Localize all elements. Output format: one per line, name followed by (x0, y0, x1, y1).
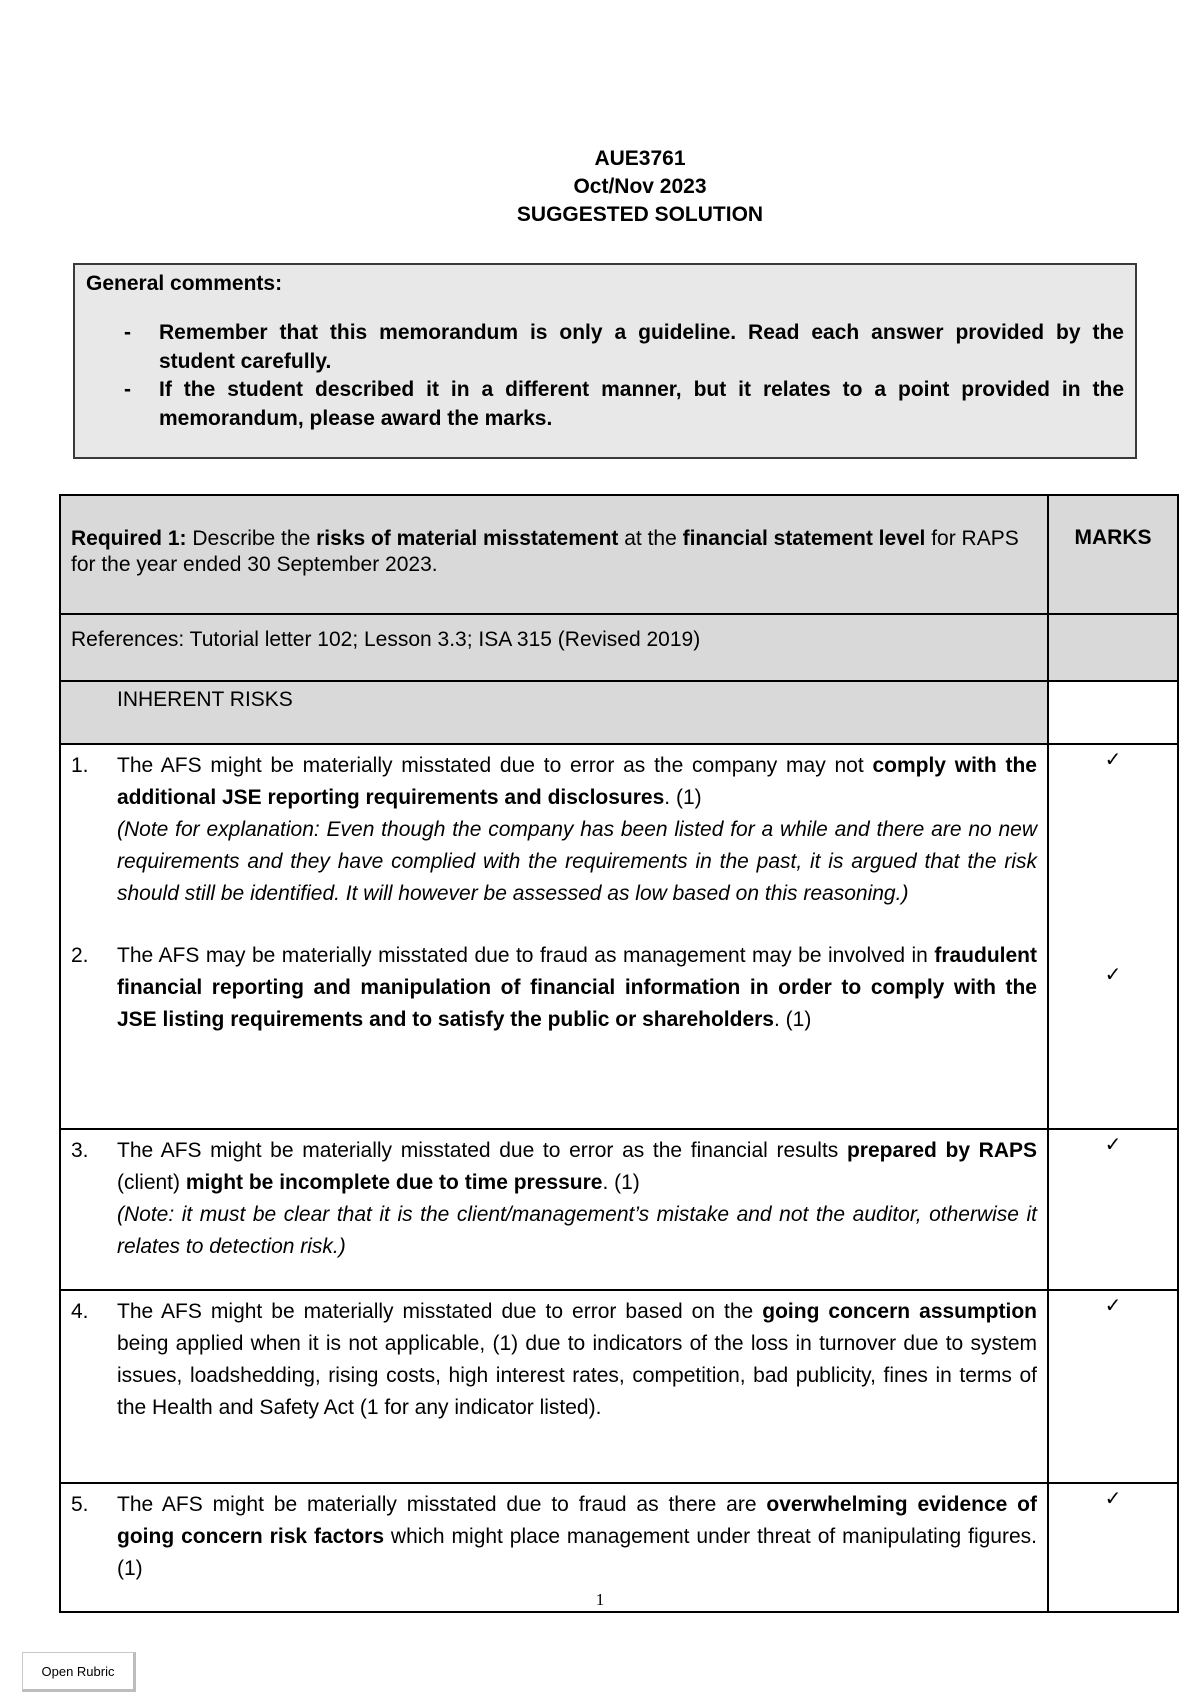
explanation-note: (Note: it must be clear that it is the client/management’s mistake and not the auditor, otherwise it relates to detection risk.) (117, 1203, 1037, 1258)
item-number: 4. (71, 1300, 89, 1323)
dash-bullet: - (124, 321, 131, 344)
marks-cell (1048, 1129, 1178, 1290)
general-comment-item: - Remember that this memorandum is only a guideline. Read each answer provided by the student carefully. (124, 321, 1124, 373)
table-row (60, 1290, 1178, 1483)
check-mark-icon: ✓ (1104, 964, 1122, 986)
item-number: 3. (71, 1139, 89, 1162)
dash-bullet: - (124, 378, 131, 401)
check-mark-icon: ✓ (1104, 1134, 1122, 1156)
check-mark-icon: ✓ (1104, 1295, 1122, 1317)
table-row (60, 744, 1178, 1129)
page-number: 1 (595, 1590, 605, 1609)
exam-date: Oct/Nov 2023 (573, 175, 707, 198)
list-item: 3. The AFS might be materially misstated due to error as the financial results prepared by RAPS (client) might be incomplete due to time pressure. (1) (Note: it must be clear that it is the client/management’s mistake and not the auditor, otherwise it relates to detection risk.) (71, 1135, 1037, 1263)
item-number: 5. (71, 1493, 89, 1516)
check-mark-icon: ✓ (1104, 749, 1122, 771)
table-row (60, 1129, 1178, 1290)
marks-cell (1048, 1290, 1178, 1483)
section-marks-cell (1048, 681, 1178, 744)
list-item: 2. The AFS may be materially misstated due to fraud as management may be involved in fraudulent financial reporting and manipulation of financial information in order to comply with the JSE listing requirements and to satisfy the public or shareholders. (1) (71, 940, 1037, 1036)
list-item: 4. The AFS might be materially misstated due to error based on the going concern assumption being applied when it is not applicable, (1) due to indicators of the loss in turnover due to system issues, loadshedding, rising costs, high interest rates, competition, bad publicity, fines in terms of the Health and Safety Act (1 for any indicator listed). (71, 1296, 1037, 1424)
marks-header: MARKS (1048, 495, 1178, 614)
check-mark-icon: ✓ (1104, 1488, 1122, 1510)
references-marks-cell (1048, 614, 1178, 681)
general-comments-list (86, 319, 1124, 433)
document-header (0, 145, 1200, 229)
references-text: References: Tutorial letter 102; Lesson 3.3; ISA 315 (Revised 2019) (60, 614, 1048, 681)
general-comments-title: General comments: (86, 272, 283, 295)
list-item: 5. The AFS might be materially misstated due to fraud as there are overwhelming evidence of going concern risk factors which might place management under threat of manipulating figures. (1) (71, 1489, 1037, 1585)
section-heading-row (60, 681, 1178, 744)
section-heading: INHERENT RISKS (60, 681, 1048, 744)
marks-cell (1048, 744, 1178, 1129)
general-comment-item: - If the student described it in a different manner, but it relates to a point provided in the memorandum, please award the marks. (124, 378, 1124, 430)
document-subtitle: SUGGESTED SOLUTION (516, 203, 764, 226)
general-comments-box (73, 263, 1137, 459)
required-question: Required 1: Describe the risks of material misstatement at the financial statement level for RAPS for the year ended 30 September 2023. (60, 495, 1048, 614)
open-rubric-button[interactable]: Open Rubric (22, 1652, 136, 1692)
references-row (60, 614, 1178, 681)
explanation-note: (Note for explanation: Even though the company has been listed for a while and there are no new requirements and they have complied with the requirements in the past, it is argued that the risk should still be identified. It will however be assessed as low based on this reasoning.) (117, 818, 1037, 905)
list-item: 1. The AFS might be materially misstated due to error as the company may not comply with the additional JSE reporting requirements and disclosures. (1) (Note for explanation: Even though the company has been listed for a while and there are no new requirements and they have complied with the requirements in the past, it is argued that the risk should still be identified. It will however be assessed as low based on this reasoning.) (71, 750, 1037, 910)
item-number: 2. (71, 944, 89, 967)
solution-table (59, 494, 1179, 1613)
course-code: AUE3761 (594, 147, 686, 170)
item-number: 1. (71, 754, 89, 777)
required-row (60, 495, 1178, 614)
